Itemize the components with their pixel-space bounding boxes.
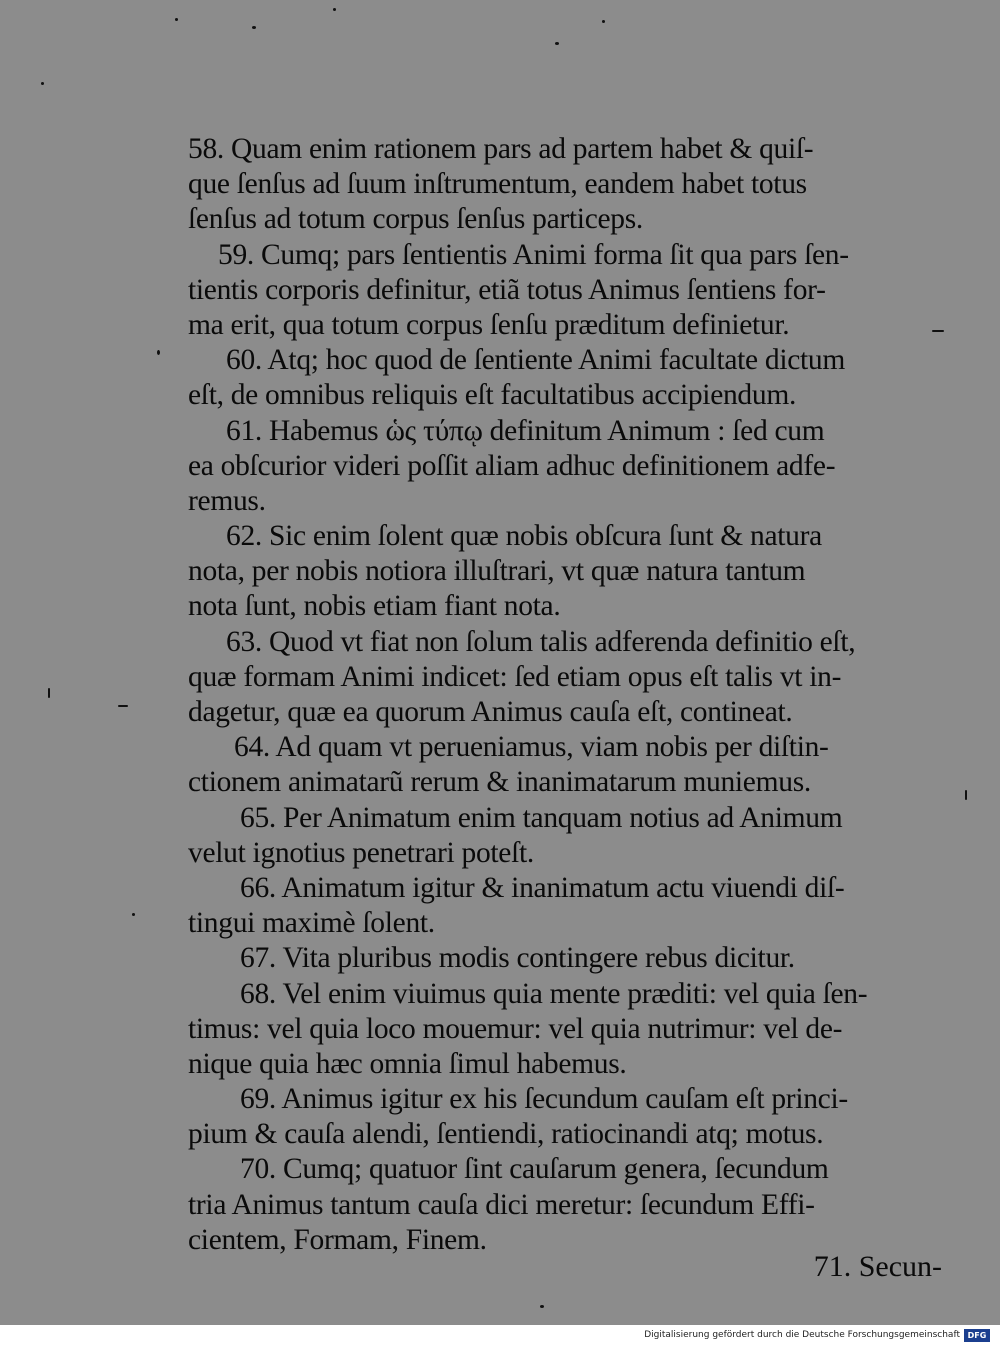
scan-speck: [118, 705, 128, 707]
text-line: 62. Sic enim ſolent quæ nobis obſcura ſunt & natura: [226, 520, 822, 553]
text-line: ctionem animatarũ rerum & inanimatarum muniemus.: [188, 766, 811, 799]
scan-speck: [41, 82, 44, 85]
scan-speck: [555, 42, 559, 45]
catchword: 71. Secun-: [813, 1250, 942, 1283]
dfg-logo: DFG: [964, 1329, 990, 1342]
text-line: 60. Atq; hoc quod de ſentiente Animi facultate dictum: [226, 344, 846, 377]
text-line: ma erit, qua totum corpus ſenſu præditum definietur.: [188, 308, 790, 341]
scan-speck: [333, 8, 336, 11]
body-text: [188, 132, 940, 1258]
text-line: 65. Per Animatum enim tanquam notius ad Animum: [240, 801, 843, 834]
text-line: dagetur, quæ ea quorum Animus cauſa eſt, contineat.: [188, 696, 793, 728]
text-line: quæ formam Animi indicet: ſed etiam opus eſt talis vt in-: [188, 660, 842, 693]
text-line: 67. Vita pluribus modis contingere rebus dicitur.: [240, 942, 795, 975]
text-line: ſenſus ad totum corpus ſenſus particeps.: [188, 203, 643, 236]
text-line: tientis corporis definitur, etiã totus Animus ſentiens for-: [188, 273, 826, 306]
text-line: 69. Animus igitur ex his ſecundum cauſam eſt princi-: [240, 1083, 848, 1116]
footer-bar: [0, 1325, 1000, 1347]
scan-speck: [132, 913, 135, 916]
text-line: 59. Cumq; pars ſentientis Animi forma ſit qua pars ſen-: [218, 238, 849, 271]
text-line: 70. Cumq; quatuor ſint cauſarum genera, ſecundum: [240, 1153, 829, 1186]
text-line: 63. Quod vt fiat non ſolum talis adferenda definitio eſt,: [226, 625, 856, 658]
footer-credit: Digitalisierung gefördert durch die Deutsche Forschungsgemeinschaft: [644, 1330, 960, 1340]
scan-speck: [602, 20, 605, 23]
text-line: 64. Ad quam vt perueniamus, viam nobis per diſtin-: [234, 731, 829, 764]
text-line: nota ſunt, nobis etiam fiant nota.: [188, 590, 561, 623]
text-line: ea obſcurior videri poſſit aliam adhuc definitionem adfe-: [188, 449, 836, 482]
text-line: tingui maximè ſolent.: [188, 907, 435, 940]
text-line: 66. Animatum igitur & inanimatum actu viuendi diſ-: [240, 871, 845, 904]
text-line: cientem, Formam, Finem.: [188, 1223, 487, 1256]
scan-speck: [48, 688, 50, 698]
text-line: pium & cauſa alendi, ſentiendi, ratiocinandi atq; motus.: [188, 1118, 824, 1151]
scan-speck: [157, 350, 160, 355]
scan-speck: [540, 1305, 544, 1308]
text-line: 58. Quam enim rationem pars ad partem habet & quiſ-: [188, 133, 814, 165]
text-line: 68. Vel enim viuimus quia mente præditi: vel quia ſen-: [240, 977, 868, 1010]
text-line: que ſenſus ad ſuum inſtrumentum, eandem habet totus: [188, 168, 807, 201]
text-line: velut ignotius penetrari poteſt.: [188, 836, 534, 869]
text-line: nota, per nobis notiora illuſtrari, vt quæ natura tantum: [188, 555, 806, 588]
text-line: 61. Habemus ὡς τύπῳ definitum Animum : ſed cum: [226, 414, 825, 447]
scan-speck: [175, 18, 178, 21]
text-line: tria Animus tantum cauſa dici meretur: ſecundum Effi-: [188, 1188, 815, 1221]
text-line: eſt, de omnibus reliquis eſt facultatibus accipiendum.: [188, 379, 797, 412]
text-line: nique quia hæc omnia ſimul habemus.: [188, 1047, 627, 1080]
scan-speck: [252, 26, 256, 29]
text-line: timus: vel quia loco mouemur: vel quia nutrimur: vel de-: [188, 1012, 843, 1045]
scan-speck: [965, 790, 967, 800]
text-line: remus.: [188, 484, 266, 517]
